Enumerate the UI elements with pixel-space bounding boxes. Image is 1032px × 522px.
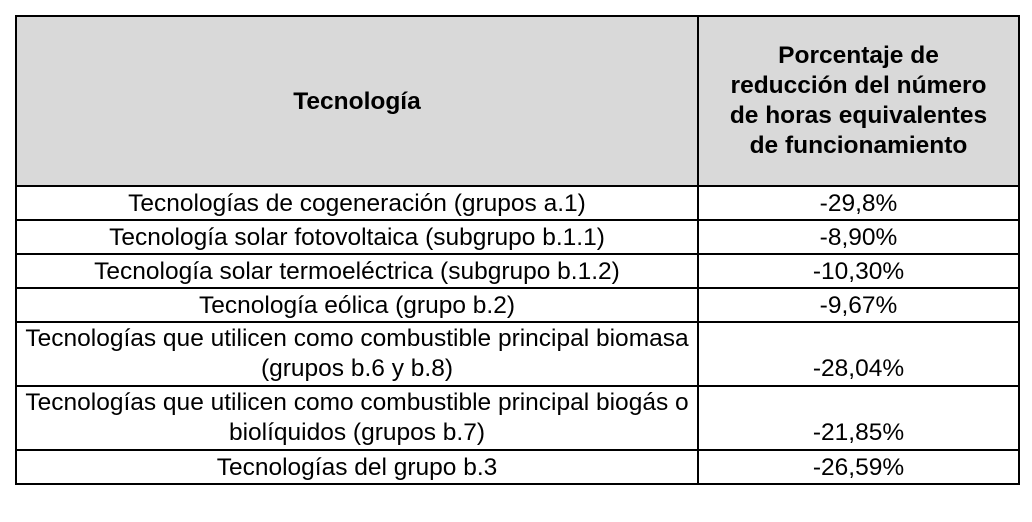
technology-cell: Tecnología solar fotovoltaica (subgrupo b.1.1) [16,220,698,254]
technology-cell: Tecnologías que utilicen como combustible principal biomasa (grupos b.6 y b.8) [16,322,698,386]
percentage-cell: -21,85% [698,386,1019,450]
table-row [16,220,1019,254]
table-row [16,186,1019,220]
technology-cell: Tecnología eólica (grupo b.2) [16,288,698,322]
percentage-cell: -8,90% [698,220,1019,254]
percentage-cell: -29,8% [698,186,1019,220]
percentage-cell: -10,30% [698,254,1019,288]
header-percentage: Porcentaje de reducción del número de horas equivalentes de funcionamiento [698,16,1019,186]
header-row [16,16,1019,186]
table-row [16,450,1019,484]
technology-cell: Tecnología solar termoeléctrica (subgrupo b.1.2) [16,254,698,288]
percentage-cell: -9,67% [698,288,1019,322]
header-technology: Tecnología [16,16,698,186]
table-row [16,288,1019,322]
reduction-table [15,15,1020,485]
percentage-cell: -26,59% [698,450,1019,484]
technology-cell: Tecnologías de cogeneración (grupos a.1) [16,186,698,220]
table-row [16,386,1019,450]
technology-cell: Tecnologías del grupo b.3 [16,450,698,484]
technology-cell: Tecnologías que utilicen como combustible principal biogás o biolíquidos (grupos b.7) [16,386,698,450]
percentage-cell: -28,04% [698,322,1019,386]
table-row [16,254,1019,288]
table-row [16,322,1019,386]
